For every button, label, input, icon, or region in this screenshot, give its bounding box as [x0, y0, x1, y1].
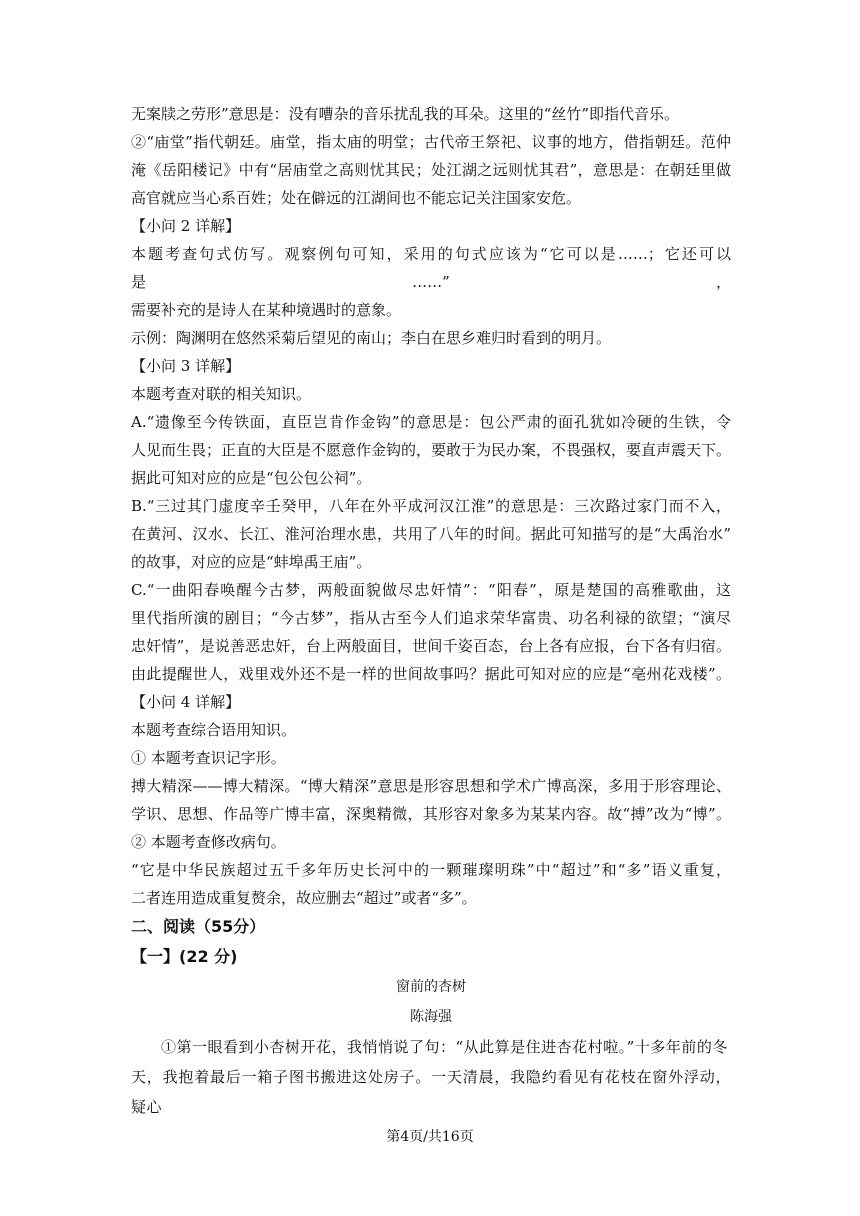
text-line: A.“遗像至今传铁面，直臣岂肯作金钩”的意思是：包公严肃的面孔犹如冷硬的生铁，令 [131, 413, 731, 431]
text-line: ②“庙堂”指代朝廷。庙堂，指太庙的明堂；古代帝王祭祀、议事的地方，借指朝廷。范仲 [131, 133, 731, 151]
text-line: C.“一曲阳春唤醒今古梦，两般面貌做尽忠奸情”：“阳春”，原是楚国的高雅歌曲，这 [131, 581, 731, 599]
subsection-title: 【一】(22 分) [131, 947, 238, 966]
text-line: 本题考查综合语用知识。 [131, 721, 297, 739]
text-line: 淹《岳阳楼记》中有“居庙堂之高则忧其民；处江湖之远则忧其君”，意思是：在朝廷里做 [131, 161, 731, 179]
story-author: 陈海强 [410, 1009, 452, 1025]
text-line: 本题考查对联的相关知识。 [131, 385, 312, 403]
text-line: 需要补充的是诗人在某种境遇时的意象。 [131, 301, 402, 319]
section-title: 二、阅读（55分） [131, 917, 266, 936]
question-heading: 【小问 2 详解】 [131, 217, 241, 235]
text-line: 本题考查句式仿写。观察例句可知，采用的句式应该为“它可以是……；它还可以是……”， [131, 245, 731, 291]
text-line: 示例：陶渊明在悠然采菊后望见的南山；李白在思乡难归时看到的明月。 [131, 329, 612, 347]
page-content [131, 100, 731, 1122]
text-line: 里代指所演的剧目；“今古梦”，指从古至今人们追求荣华富贵、功名利禄的欲望；“演尽 [131, 609, 731, 627]
text-line: “它是中华民族超过五千多年历史长河中的一颗璀璨明珠”中“超过”和“多”语义重复， [131, 861, 731, 879]
question-heading: 【小问 4 详解】 [131, 693, 241, 711]
text-line: 由此提醒世人，戏里戏外还不是一样的世间故事吗？据此可知对应的应是“亳州花戏楼”。 [131, 665, 731, 683]
text-line: 的故事，对应的应是“蚌埠禹王庙”。 [131, 553, 372, 571]
text-line: B.“三过其门虚度辛壬癸甲，八年在外平成河汉江淮”的意思是：三次路过家门而不入， [131, 497, 731, 515]
text-line: 据此可知对应的应是“包公包公祠”。 [131, 469, 372, 487]
text-line: 人见而生畏；正直的大臣是不愿意作金钩的，要敢于为民办案，不畏强权，要直声震天下。 [131, 441, 732, 459]
text-line: 学识、思想、作品等广博丰富，深奥精微，其形容对象多为某某内容。故“搏”改为“博”。 [131, 805, 731, 823]
text-line: ② 本题考查修改病句。 [131, 833, 286, 851]
text-line: 无案牍之劳形”意思是：没有嘈杂的音乐扰乱我的耳朵。这里的“丝竹”即指代音乐。 [131, 105, 680, 123]
text-line: 在黄河、汉水、长江、淮河治理水患，共用了八年的时间。据此可知描写的是“大禹治水” [131, 525, 731, 543]
question-heading: 【小问 3 详解】 [131, 357, 241, 375]
text-line: 高官就应当心系百姓；处在僻远的江湖间也不能忘记关注国家安危。 [131, 189, 582, 207]
page-number: 第4页/共16页 [386, 1129, 474, 1145]
text-line: 二者连用造成重复赘余，故应删去“超过”或者“多”。 [131, 889, 477, 907]
text-line: 搏大精深——博大精深。“博大精深”意思是形容思想和学术广博高深，多用于形容理论、 [131, 777, 731, 795]
story-title: 窗前的杏树 [396, 979, 466, 995]
story-paragraph: ①第一眼看到小杏树开花，我悄悄说了句：“从此算是住进杏花村啦。”十多年前的冬 [161, 1038, 728, 1056]
text-line: 忠奸情”，是说善恶忠奸，台上两般面目，世间千姿百态，台上各有应报，台下各有归宿。 [131, 637, 731, 655]
text-line: ① 本题考查识记字形。 [131, 749, 286, 767]
story-paragraph: 天，我抱着最后一箱子图书搬进这处房子。一天清晨，我隐约看见有花枝在窗外浮动，疑心 [131, 1068, 731, 1116]
